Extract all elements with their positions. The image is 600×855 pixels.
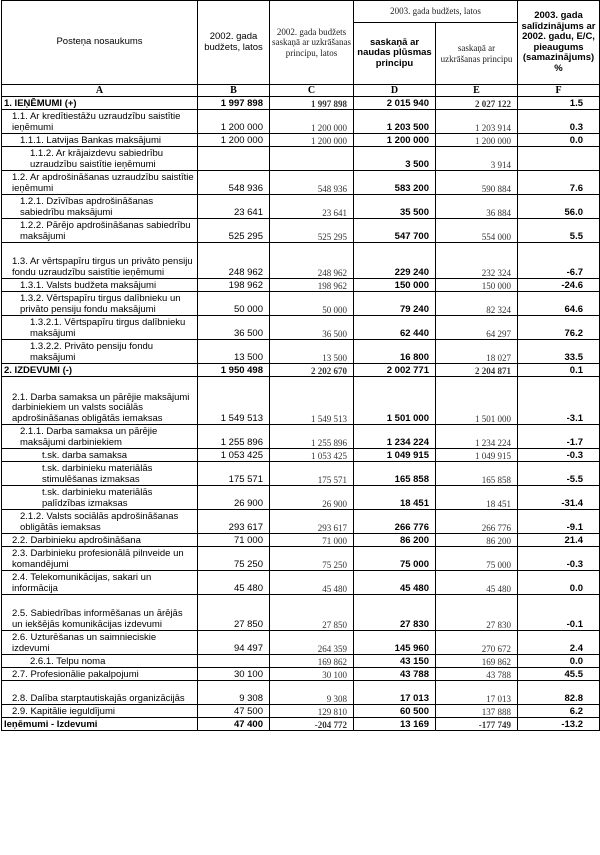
cell-2002-accrual: 1 997 898: [270, 97, 354, 110]
cell-2002-accrual: 1 200 000: [270, 134, 354, 147]
cell-2002-accrual: 129 810: [270, 705, 354, 718]
cell-2003-cashflow: 266 776: [354, 510, 436, 534]
table-row: [2, 595, 600, 631]
table-row: [2, 462, 600, 486]
cell-2002-accrual: 23 641: [270, 195, 354, 219]
cell-2003-accrual: 43 788: [436, 668, 518, 681]
cell-2002-accrual: 169 862: [270, 655, 354, 668]
cell-2002-accrual: 71 000: [270, 534, 354, 547]
cell-change-percent: -0.3: [518, 449, 600, 462]
cell-change-percent: 0.1: [518, 364, 600, 377]
table-row: [2, 279, 600, 292]
cell-2003-cashflow: 16 800: [354, 340, 436, 364]
cell-2002-budget: 1 997 898: [198, 97, 270, 110]
table-row: [2, 547, 600, 571]
cell-2002-budget: 13 500: [198, 340, 270, 364]
table-row: [2, 292, 600, 316]
table-row: [2, 195, 600, 219]
table-row: [2, 718, 600, 731]
cell-2003-cashflow: 27 830: [354, 595, 436, 631]
table-row: [2, 219, 600, 243]
table-row: [2, 377, 600, 425]
cell-2002-budget: 548 936: [198, 171, 270, 195]
cell-change-percent: 82.8: [518, 681, 600, 705]
cell-2002-budget: 71 000: [198, 534, 270, 547]
cell-2003-accrual: 86 200: [436, 534, 518, 547]
cell-2002-accrual: 1 255 896: [270, 425, 354, 449]
row-label: t.sk. darbinieku materiālās stimulēšanas izmaksas: [2, 462, 198, 486]
cell-2003-cashflow: 79 240: [354, 292, 436, 316]
cell-2002-accrual: 27 850: [270, 595, 354, 631]
cell-2002-budget: 1 549 513: [198, 377, 270, 425]
header-2002-accrual: 2002. gada budžets saskaņā ar uzkrāšanas principu, latos: [270, 1, 354, 85]
cell-2003-accrual: 2 027 122: [436, 97, 518, 110]
cell-2003-cashflow: 43 788: [354, 668, 436, 681]
row-label: 1.1.2. Ar krājaizdevu sabiedrību uzraudzību saistītie ieņēmumi: [2, 147, 198, 171]
cell-2003-cashflow: 35 500: [354, 195, 436, 219]
cell-2003-accrual: 137 888: [436, 705, 518, 718]
cell-2002-budget: 27 850: [198, 595, 270, 631]
cell-2002-accrual: 1 549 513: [270, 377, 354, 425]
column-letters-row: [2, 85, 600, 97]
cell-2003-accrual: 18 027: [436, 340, 518, 364]
cell-change-percent: -24.6: [518, 279, 600, 292]
cell-change-percent: 2.4: [518, 631, 600, 655]
cell-2002-budget: 525 295: [198, 219, 270, 243]
cell-2002-budget: 175 571: [198, 462, 270, 486]
cell-2002-accrual: 548 936: [270, 171, 354, 195]
cell-2003-cashflow: 229 240: [354, 243, 436, 279]
table-row: [2, 364, 600, 377]
cell-2003-cashflow: 165 858: [354, 462, 436, 486]
row-label: 2.1. Darba samaksa un pārējie maksājumi darbiniekiem un valsts sociālās apdrošināšanas obligātās iemaksas: [2, 377, 198, 425]
cell-2002-budget: 293 617: [198, 510, 270, 534]
table-row: [2, 425, 600, 449]
cell-2003-cashflow: 145 960: [354, 631, 436, 655]
cell-change-percent: -31.4: [518, 486, 600, 510]
row-label: t.sk. darba samaksa: [2, 449, 198, 462]
cell-2003-cashflow: 583 200: [354, 171, 436, 195]
cell-2003-cashflow: 18 451: [354, 486, 436, 510]
cell-change-percent: 0.0: [518, 134, 600, 147]
cell-2003-accrual: 17 013: [436, 681, 518, 705]
cell-change-percent: -9.1: [518, 510, 600, 534]
cell-change-percent: 0.0: [518, 571, 600, 595]
row-label: 1.3.1. Valsts budžeta maksājumi: [2, 279, 198, 292]
row-label: 1.3.2.1. Vērtspapīru tirgus dalībnieku maksājumi: [2, 316, 198, 340]
cell-change-percent: 45.5: [518, 668, 600, 681]
cell-2003-accrual: 266 776: [436, 510, 518, 534]
cell-2002-accrual: 36 500: [270, 316, 354, 340]
cell-2002-budget: 248 962: [198, 243, 270, 279]
cell-change-percent: -5.5: [518, 462, 600, 486]
cell-2002-accrual: 30 100: [270, 668, 354, 681]
cell-2003-cashflow: 75 000: [354, 547, 436, 571]
table-row: [2, 449, 600, 462]
row-label: 1.3.2. Vērtspapīru tirgus dalībnieku un privāto pensiju fondu maksājumi: [2, 292, 198, 316]
cell-2002-budget: 1 950 498: [198, 364, 270, 377]
cell-2002-accrual: 45 480: [270, 571, 354, 595]
header-comparison: 2003. gada salīdzinājums ar 2002. gadu, E/C, pieaugums (samazinājums) %: [518, 1, 600, 85]
table-row: [2, 134, 600, 147]
cell-change-percent: 5.5: [518, 219, 600, 243]
letter-c: C: [270, 85, 354, 97]
row-label: 2.6.1. Telpu noma: [2, 655, 198, 668]
row-label: 2.1.1. Darba samaksa un pārējie maksājumi darbiniekiem: [2, 425, 198, 449]
cell-change-percent: [518, 147, 600, 171]
letter-b: B: [198, 85, 270, 97]
cell-2002-budget: 23 641: [198, 195, 270, 219]
letter-e: E: [436, 85, 518, 97]
cell-2003-accrual: 169 862: [436, 655, 518, 668]
row-label: 2.1.2. Valsts sociālās apdrošināšanas obligātās iemaksas: [2, 510, 198, 534]
cell-2002-budget: 47 500: [198, 705, 270, 718]
cell-2002-accrual: 2 202 670: [270, 364, 354, 377]
cell-change-percent: 64.6: [518, 292, 600, 316]
table-row: [2, 486, 600, 510]
row-label: 2.7. Profesionālie pakalpojumi: [2, 668, 198, 681]
cell-2003-cashflow: 547 700: [354, 219, 436, 243]
cell-2002-accrual: 1 053 425: [270, 449, 354, 462]
table-row: [2, 668, 600, 681]
cell-2003-accrual: 165 858: [436, 462, 518, 486]
table-row: [2, 340, 600, 364]
cell-2002-budget: 26 900: [198, 486, 270, 510]
table-body: [2, 97, 600, 731]
letter-a: A: [2, 85, 198, 97]
row-label: 2.8. Dalība starptautiskajās organizācijās: [2, 681, 198, 705]
cell-change-percent: -13.2: [518, 718, 600, 731]
cell-2002-accrual: 1 200 000: [270, 110, 354, 134]
table-row: [2, 705, 600, 718]
row-label: 2.4. Telekomunikācijas, sakari un informācija: [2, 571, 198, 595]
cell-2003-accrual: 1 501 000: [436, 377, 518, 425]
cell-2003-accrual: 36 884: [436, 195, 518, 219]
cell-change-percent: -0.1: [518, 595, 600, 631]
cell-change-percent: -1.7: [518, 425, 600, 449]
row-label: 1.2.2. Pārējo apdrošināšanas sabiedrību maksājumi: [2, 219, 198, 243]
row-label: 1. IEŅĒMUMI (+): [2, 97, 198, 110]
cell-change-percent: 7.6: [518, 171, 600, 195]
cell-2002-budget: 30 100: [198, 668, 270, 681]
cell-2003-cashflow: 1 234 224: [354, 425, 436, 449]
cell-2003-accrual: 232 324: [436, 243, 518, 279]
cell-change-percent: 1.5: [518, 97, 600, 110]
cell-2002-budget: 45 480: [198, 571, 270, 595]
cell-2003-cashflow: 45 480: [354, 571, 436, 595]
cell-change-percent: 0.0: [518, 655, 600, 668]
cell-2002-budget: [198, 655, 270, 668]
row-label: 1.1.1. Latvijas Bankas maksājumi: [2, 134, 198, 147]
cell-2003-accrual: 64 297: [436, 316, 518, 340]
table-row: [2, 571, 600, 595]
row-label: 1.2.1. Dzīvības apdrošināšanas sabiedrību maksājumi: [2, 195, 198, 219]
cell-2003-cashflow: 2 002 771: [354, 364, 436, 377]
row-label: 1.1. Ar kredītiestāžu uzraudzību saistītie ieņēmumi: [2, 110, 198, 134]
cell-2002-budget: 1 200 000: [198, 134, 270, 147]
cell-2003-accrual: -177 749: [436, 718, 518, 731]
cell-2002-budget: 1 200 000: [198, 110, 270, 134]
row-label: 1.2. Ar apdrošināšanas uzraudzību saistītie ieņēmumi: [2, 171, 198, 195]
cell-change-percent: 33.5: [518, 340, 600, 364]
table-row: [2, 243, 600, 279]
cell-2003-accrual: 45 480: [436, 571, 518, 595]
row-label: 2.6. Uzturēšanas un saimnieciskie izdevumi: [2, 631, 198, 655]
table-row: [2, 681, 600, 705]
cell-2002-budget: 50 000: [198, 292, 270, 316]
cell-2003-cashflow: 43 150: [354, 655, 436, 668]
cell-2003-accrual: 554 000: [436, 219, 518, 243]
cell-change-percent: 21.4: [518, 534, 600, 547]
cell-2003-cashflow: 150 000: [354, 279, 436, 292]
budget-table: [1, 0, 600, 731]
cell-2002-accrual: 293 617: [270, 510, 354, 534]
cell-2003-cashflow: 86 200: [354, 534, 436, 547]
row-label: Ieņēmumi - Izdevumi: [2, 718, 198, 731]
cell-2002-budget: 198 962: [198, 279, 270, 292]
header-2002-budget: 2002. gada budžets, latos: [198, 1, 270, 85]
table-row: [2, 510, 600, 534]
row-label: 2.9. Kapitālie ieguldījumi: [2, 705, 198, 718]
letter-f: F: [518, 85, 600, 97]
cell-2002-accrual: 264 359: [270, 631, 354, 655]
cell-2002-budget: 9 308: [198, 681, 270, 705]
cell-2003-accrual: 1 234 224: [436, 425, 518, 449]
cell-2003-accrual: 1 049 915: [436, 449, 518, 462]
cell-2002-accrual: 26 900: [270, 486, 354, 510]
cell-2002-accrual: [270, 147, 354, 171]
cell-2003-accrual: 18 451: [436, 486, 518, 510]
row-label: 2.3. Darbinieku profesionālā pilnveide un komandējumi: [2, 547, 198, 571]
cell-2003-accrual: 590 884: [436, 171, 518, 195]
header-2003-group: 2003. gada budžets, latos: [354, 1, 518, 23]
cell-2002-budget: 1 255 896: [198, 425, 270, 449]
header-2003-accrual: saskaņā ar uzkrāšanas principu: [436, 23, 518, 85]
cell-2003-accrual: 82 324: [436, 292, 518, 316]
cell-2003-accrual: 75 000: [436, 547, 518, 571]
table-row: [2, 97, 600, 110]
cell-2002-budget: [198, 147, 270, 171]
header-2003-cashflow: saskaņā ar naudas plūsmas principu: [354, 23, 436, 85]
table-row: [2, 171, 600, 195]
cell-2002-budget: 75 250: [198, 547, 270, 571]
cell-2002-accrual: -204 772: [270, 718, 354, 731]
cell-2003-accrual: 270 672: [436, 631, 518, 655]
cell-2002-budget: 36 500: [198, 316, 270, 340]
cell-2003-cashflow: 1 049 915: [354, 449, 436, 462]
cell-2002-accrual: 175 571: [270, 462, 354, 486]
cell-change-percent: -6.7: [518, 243, 600, 279]
cell-2003-accrual: 3 914: [436, 147, 518, 171]
cell-2003-cashflow: 1 200 000: [354, 134, 436, 147]
table-row: [2, 110, 600, 134]
cell-change-percent: 0.3: [518, 110, 600, 134]
cell-2002-accrual: 75 250: [270, 547, 354, 571]
cell-2003-cashflow: 2 015 940: [354, 97, 436, 110]
cell-2003-accrual: 1 200 000: [436, 134, 518, 147]
letter-d: D: [354, 85, 436, 97]
row-label: 1.3. Ar vērtspapīru tirgus un privāto pensiju fondu uzraudzību saistītie ieņēmumi: [2, 243, 198, 279]
cell-2003-cashflow: 1 203 500: [354, 110, 436, 134]
cell-2002-accrual: 9 308: [270, 681, 354, 705]
cell-2003-cashflow: 60 500: [354, 705, 436, 718]
row-label: 2. IZDEVUMI (-): [2, 364, 198, 377]
table-row: [2, 534, 600, 547]
cell-change-percent: -3.1: [518, 377, 600, 425]
cell-2003-cashflow: 17 013: [354, 681, 436, 705]
row-label: 2.2. Darbinieku apdrošināšana: [2, 534, 198, 547]
cell-2002-budget: 1 053 425: [198, 449, 270, 462]
cell-2002-accrual: 50 000: [270, 292, 354, 316]
row-label: t.sk. darbinieku materiālās palīdzības izmaksas: [2, 486, 198, 510]
header-posten-name: Posteņa nosaukums: [2, 1, 198, 85]
table-row: [2, 147, 600, 171]
cell-2002-accrual: 525 295: [270, 219, 354, 243]
cell-2003-cashflow: 1 501 000: [354, 377, 436, 425]
cell-2002-accrual: 248 962: [270, 243, 354, 279]
cell-2002-budget: 47 400: [198, 718, 270, 731]
cell-change-percent: 6.2: [518, 705, 600, 718]
cell-2003-cashflow: 3 500: [354, 147, 436, 171]
cell-change-percent: -0.3: [518, 547, 600, 571]
table-row: [2, 655, 600, 668]
cell-2003-accrual: 150 000: [436, 279, 518, 292]
cell-2002-accrual: 198 962: [270, 279, 354, 292]
row-label: 2.5. Sabiedrības informēšanas un ārējās un iekšējās komunikācijas izdevumi: [2, 595, 198, 631]
table-row: [2, 631, 600, 655]
cell-2003-cashflow: 13 169: [354, 718, 436, 731]
cell-2003-accrual: 2 204 871: [436, 364, 518, 377]
cell-2002-accrual: 13 500: [270, 340, 354, 364]
cell-2003-cashflow: 62 440: [354, 316, 436, 340]
table-row: [2, 316, 600, 340]
cell-change-percent: 56.0: [518, 195, 600, 219]
cell-2003-accrual: 1 203 914: [436, 110, 518, 134]
cell-2003-accrual: 27 830: [436, 595, 518, 631]
cell-change-percent: 76.2: [518, 316, 600, 340]
row-label: 1.3.2.2. Privāto pensiju fondu maksājumi: [2, 340, 198, 364]
cell-2002-budget: 94 497: [198, 631, 270, 655]
